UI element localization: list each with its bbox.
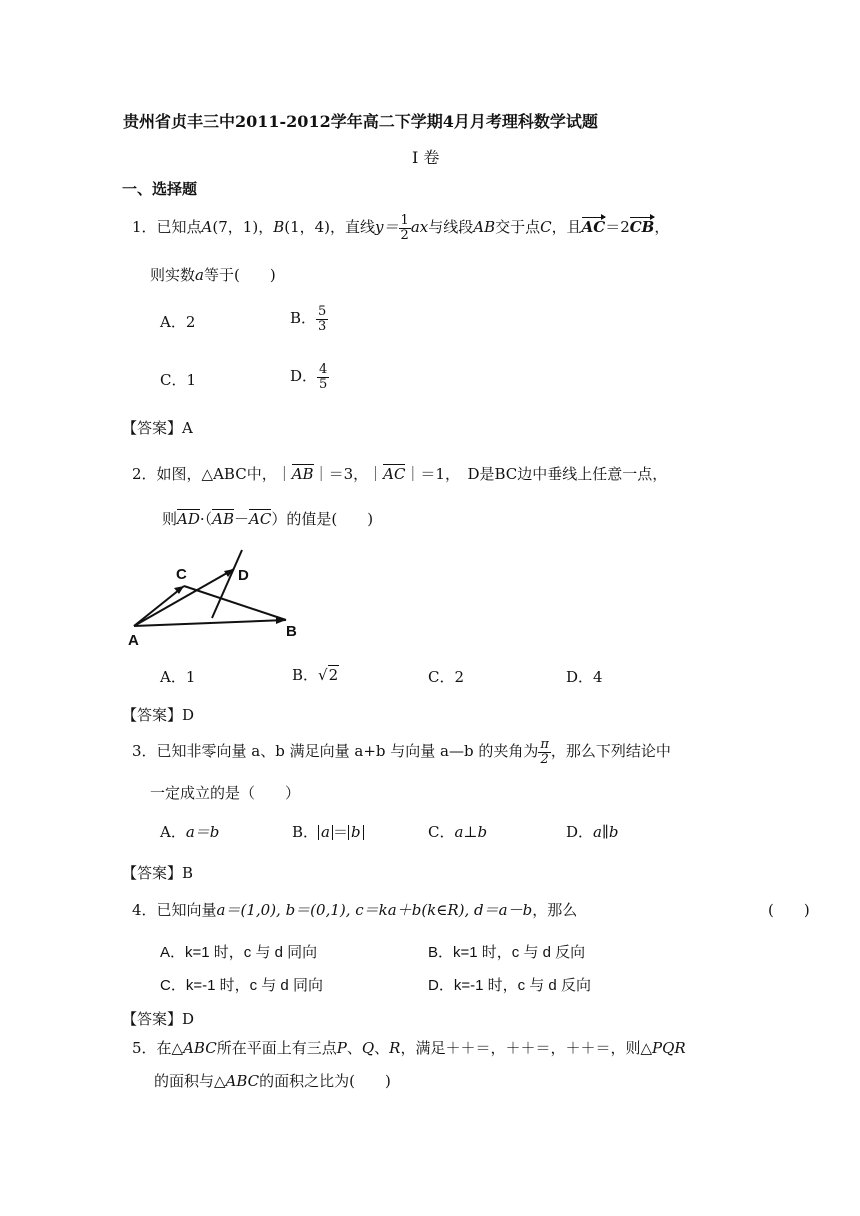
- q5-line1: [132, 1041, 686, 1056]
- q5-triangle-abc: ABC: [183, 1039, 217, 1057]
- q1-text: 等于( ): [203, 266, 276, 284]
- q1-option-b-num: 5: [318, 304, 327, 319]
- q2-text: 则: [162, 510, 178, 528]
- q5-sep: 、: [346, 1039, 362, 1057]
- q4-option-b: B．k=1 时，c 与 d 反向: [428, 944, 586, 961]
- q1-text: 与线段: [428, 218, 474, 237]
- q1-point-a-coord: (7，1): [212, 218, 259, 237]
- q5-line2: [154, 1074, 391, 1089]
- q4-text: ，那么: [532, 901, 578, 919]
- arrow-head-b: [276, 616, 286, 624]
- q2-answer: 【答案】D: [122, 706, 195, 724]
- fig-label-a: A: [128, 632, 139, 649]
- q3-option-b-right: b: [348, 825, 364, 840]
- q2-vector-ab: AB: [291, 465, 314, 483]
- q1-y-eq: y＝: [375, 218, 399, 237]
- q1-frac-den: 2: [400, 227, 409, 243]
- q1-eq: ＝2: [605, 218, 630, 237]
- q3-fraction: [538, 738, 551, 766]
- volume-label: I 卷: [412, 148, 440, 167]
- q3-line1: [132, 738, 671, 766]
- q3-option-a-expr: a＝b: [185, 823, 220, 841]
- q5-triangle-abc: ABC: [225, 1072, 260, 1090]
- q1-option-d-frac: [317, 363, 329, 391]
- q4-text: 4．已知向量: [132, 901, 217, 919]
- q2-minus: －: [234, 510, 250, 528]
- segment-cb: [184, 586, 286, 620]
- q1-point-b: B: [273, 218, 285, 237]
- q1-option-a: A．2: [160, 313, 196, 331]
- q2-vector-ac: AC: [249, 510, 272, 528]
- q1-option-b: [290, 305, 328, 333]
- q1-option-d-label: D．: [290, 367, 318, 386]
- q1-sep: ，: [258, 218, 274, 237]
- q5-text: 的面积与△: [154, 1072, 226, 1090]
- q2-vector-ac: AC: [383, 465, 406, 483]
- q3-line2: 一定成立的是（ ）: [150, 784, 301, 802]
- q1-option-d-den: 5: [319, 376, 328, 392]
- q1-line1: [132, 214, 669, 242]
- q3-frac-num: π: [540, 737, 549, 752]
- q1-frac-num: 1: [400, 213, 409, 228]
- q1-end: ，: [654, 218, 670, 237]
- q3-option-d-label: D．: [566, 823, 594, 841]
- perpendicular-bisector: [212, 550, 242, 618]
- fig-label-d: D: [238, 567, 249, 584]
- q2-text: ｜＝1， D是BC边中垂线上任意一点，: [405, 465, 668, 483]
- q2-option-b: [292, 668, 339, 683]
- q2-option-b-radicand: 2: [328, 666, 339, 684]
- q3-option-c-label: C．: [428, 823, 455, 841]
- fig-label-c: C: [176, 566, 187, 583]
- q1-text: 交于点: [495, 218, 541, 237]
- q1-point-c: C: [540, 218, 552, 237]
- q3-option-a: [160, 825, 219, 840]
- q4-option-c: C．k=-1 时，c 与 d 同向: [160, 977, 323, 994]
- q1-var-a: a: [195, 266, 204, 284]
- q1-fraction: [399, 214, 411, 242]
- q5-text: 所在平面上有三点: [216, 1039, 337, 1057]
- q1-point-a: A: [201, 218, 213, 237]
- q1-point-b-coord: (1，4): [284, 218, 331, 237]
- q2-text: 2．如图，△ABC中，｜: [132, 465, 292, 483]
- q4-option-a: A．k=1 时，c 与 d 同向: [160, 944, 318, 961]
- sqrt-icon: √2: [318, 666, 339, 684]
- q3-option-c: [428, 825, 487, 840]
- q5-point-q: Q: [361, 1039, 375, 1057]
- q3-option-b-left: a: [318, 825, 333, 840]
- section-heading: 一、选择题: [122, 180, 198, 198]
- q1-option-b-label: B．: [290, 309, 317, 328]
- q2-text: ｜＝3，｜: [313, 465, 384, 483]
- q1-option-b-frac: [316, 305, 328, 333]
- q3-option-d: [566, 825, 619, 840]
- q2-vector-ab: AB: [212, 510, 235, 528]
- q3-answer: 【答案】B: [122, 864, 194, 882]
- q2-option-b-label: B．: [292, 666, 319, 684]
- q1-ax: ax: [410, 218, 429, 237]
- q5-sep: 、: [374, 1039, 390, 1057]
- q3-option-c-expr: a⊥b: [454, 823, 488, 841]
- q4-formula: a＝(1,0), b＝(0,1), c＝ka＋b(k∈R), d＝a－b: [216, 901, 533, 919]
- q1-option-b-den: 3: [318, 318, 327, 334]
- q3-option-a-label: A．: [160, 823, 186, 841]
- q3-text: 3．已知非零向量 a、b 满足向量 a+b 与向量 a—b 的夹角为: [132, 742, 539, 761]
- q4-answer-paren: ( ): [768, 901, 810, 919]
- q4-option-d: D．k=-1 时，c 与 d 反向: [428, 977, 591, 994]
- q3-option-b-eq: ＝: [332, 823, 348, 841]
- q1-option-d-num: 4: [319, 362, 328, 377]
- q2-option-d: D．4: [566, 668, 603, 686]
- q1-option-d: [290, 363, 329, 391]
- q3-text: ，那么下列结论中: [550, 742, 671, 761]
- q4-line1: [132, 903, 577, 918]
- q5-text: 的面积之比为( ): [259, 1072, 391, 1090]
- segment-ac: [134, 586, 184, 626]
- q2-text: ·（: [199, 510, 213, 528]
- q2-vector-ad: AD: [177, 510, 200, 528]
- page-title: 贵州省贞丰三中2011-2012学年高二下学期4月月考理科数学试题: [123, 112, 598, 131]
- q4-answer: 【答案】D: [122, 1010, 195, 1028]
- q1-answer: 【答案】A: [122, 419, 193, 437]
- q2-line1: [132, 467, 667, 482]
- q5-text: 5．在△: [132, 1039, 184, 1057]
- q3-frac-den: 2: [540, 751, 549, 767]
- q2-option-c: C．2: [428, 668, 465, 686]
- q1-line2: [150, 268, 276, 283]
- q1-vector-ac: AC: [581, 218, 606, 237]
- q2-text: ）的值是( ): [271, 510, 374, 528]
- q2-option-a: A．1: [160, 668, 196, 686]
- q3-option-d-expr: a∥b: [593, 823, 619, 841]
- q5-point-r: R: [389, 1039, 401, 1057]
- q1-text: ，且: [551, 218, 582, 237]
- q1-option-c: C．1: [160, 371, 197, 389]
- q1-text: ，直线: [330, 218, 376, 237]
- q1-vector-cb: CB: [629, 218, 655, 237]
- q5-text: ，满足＋＋＝，＋＋＝，＋＋＝，则△: [400, 1039, 653, 1057]
- fig-label-b: B: [286, 623, 297, 640]
- triangle-figure: [124, 544, 304, 650]
- q3-option-b-label: B．: [292, 823, 319, 841]
- q1-text: 则实数: [150, 266, 196, 284]
- q2-line2: [162, 512, 373, 527]
- q5-point-p: P: [336, 1039, 347, 1057]
- q3-option-b: [292, 825, 364, 840]
- q1-segment-ab: AB: [473, 218, 496, 237]
- q1-text: 1．已知点: [132, 218, 202, 237]
- q5-triangle-pqr: PQR: [652, 1039, 686, 1057]
- segment-ab: [134, 620, 286, 626]
